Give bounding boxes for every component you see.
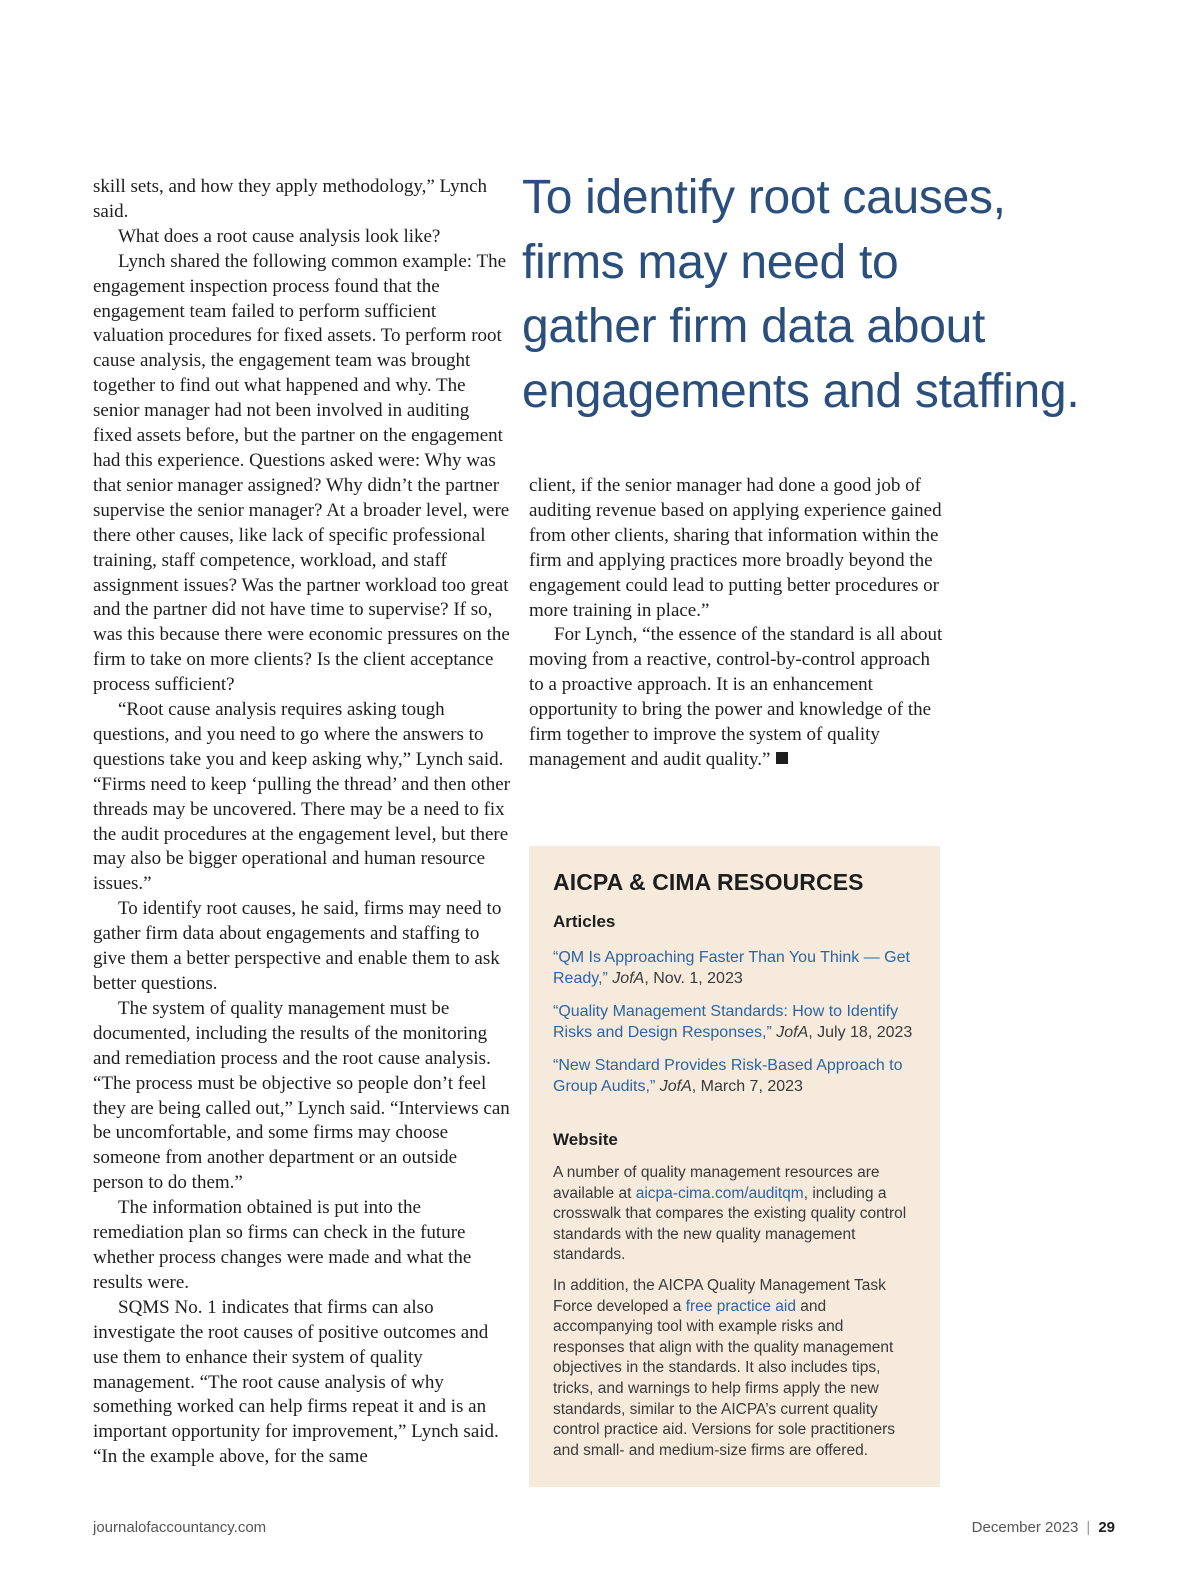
articles-heading: Articles <box>553 912 616 931</box>
body-paragraph: The system of quality management must be documented, including the results of the monitoring and remediation process and the root cause analysis. “The process must be objective so people don’t feel they are being called out,” Lynch said. “Interviews can be uncomfortable, and some firms may choose someone from another department or an outside person to do them.” <box>93 997 510 1194</box>
footer-separator: | <box>1086 1519 1091 1536</box>
body-paragraph: What does a root cause analysis look like? <box>118 225 441 247</box>
body-paragraph: skill sets, and how they apply methodology,” Lynch said. <box>93 176 488 222</box>
practice-aid-link[interactable]: free practice aid <box>685 1297 796 1315</box>
article-body-left-column <box>93 175 511 1470</box>
article-publication: JofA <box>659 1078 692 1095</box>
article-publication: JofA <box>776 1024 809 1041</box>
resources-sidebar <box>529 846 940 1487</box>
body-paragraph: Lynch shared the following common example: The engagement inspection process found that the engagement team failed to perform sufficient valuation procedures for fixed assets. To perform root cause analysis, the engagement team was brought together to find out what happened and why. The senior manager had not been involved in auditing fixed assets before, but the partner on the engagement had this experience. Questions asked were: Why was that senior manager assigned? Why didn’t the partner supervise the senior manager? At a broader level, were there other causes, like lack of specific professional training, staff competence, workload, and staff assignment issues? Was the partner workload too great and the partner did not have time to supervise? If so, was this because there were economic pressures on the firm to take on more clients? Is the client acceptance process sufficient? <box>93 250 510 696</box>
footer-site-url: journalofaccountancy.com <box>93 1519 267 1536</box>
website-text: and accompanying tool with example risks and responses that align with the quality management objectives in the standards. It also includes tips, tricks, and warnings to help firms apply the new standards, similar to the AICPA’s current quality control practice aid. Versions for sole practitioners and small- and medium-size firms are offered. <box>553 1297 896 1459</box>
article-date: , Nov. 1, 2023 <box>644 970 743 987</box>
issue-date: December 2023 <box>971 1519 1079 1536</box>
article-item <box>553 1055 918 1097</box>
closing-paragraph-text: For Lynch, “the essence of the standard is all about moving from a reactive, control-by-control approach to a proactive approach. It is an enhancement opportunity to bring the power and knowledge of the firm together to improve the system of quality management and audit quality.” <box>529 624 943 770</box>
website-paragraph <box>553 1163 918 1266</box>
website-text: A number of quality management resources are available at <box>553 1164 880 1202</box>
pull-quote-line: firms may need to <box>522 235 899 289</box>
website-paragraph <box>553 1276 918 1461</box>
body-paragraph: To identify root causes, he said, firms may need to gather firm data about engagements and staffing to give them a better perspective and enable them to ask better questions. <box>93 898 502 994</box>
end-mark-icon <box>776 752 788 764</box>
pull-quote <box>522 166 1162 424</box>
article-item <box>553 947 918 989</box>
article-link[interactable]: “QM Is Approaching Faster Than You Think — Get Ready,” <box>553 949 910 987</box>
article-link[interactable]: “New Standard Provides Risk-Based Approach to Group Audits,” <box>553 1057 903 1095</box>
pull-quote-line: To identify root causes, <box>522 171 1006 224</box>
pull-quote-line: engagements and staffing. <box>522 364 1080 418</box>
website-text: In addition, the AICPA Quality Management Task Force developed a <box>553 1276 886 1315</box>
auditqm-link[interactable]: aicpa-cima.com/auditqm <box>635 1184 804 1202</box>
website-text: , including a crosswalk that compares the existing quality control standards with the new quality management standards. <box>553 1184 907 1264</box>
body-paragraph: The information obtained is put into the remediation plan so firms can check in the future whether process changes were made and what the results were. <box>93 1197 472 1293</box>
sidebar-title: AICPA & CIMA RESOURCES <box>553 869 864 895</box>
body-paragraph: “Root cause analysis requires asking tough questions, and you need to go where the answers to questions take you and keep asking why,” Lynch said. “Firms need to keep ‘pulling the thread’ and then other threads may be uncovered. There may be a need to fix the audit procedures at the engagement level, but there may also be bigger operational and human resource issues.” <box>93 699 510 895</box>
article-link[interactable]: “Quality Management Standards: How to Identify Risks and Design Responses,” <box>553 1003 899 1041</box>
body-paragraph: client, if the senior manager had done a good job of auditing revenue based on applying experience gained from other clients, sharing that information within the firm and applying practices more broadly beyond the engagement could lead to putting better procedures or more training in place.” <box>529 475 942 621</box>
body-paragraph <box>529 623 949 772</box>
page-number: 29 <box>1098 1519 1115 1536</box>
article-publication: JofA <box>612 970 645 987</box>
website-heading: Website <box>553 1130 618 1149</box>
body-paragraph: SQMS No. 1 indicates that firms can also investigate the root causes of positive outcomes and use them to enhance their system of quality management. “The root cause analysis of why something worked can help firms repeat it and is an important opportunity for improvement,” Lynch said. “In the example above, for the same <box>93 1296 499 1468</box>
article-body-right-column <box>529 474 949 773</box>
footer-issue-info <box>972 1519 1115 1536</box>
article-date: , March 7, 2023 <box>691 1078 803 1095</box>
article-date: , July 18, 2023 <box>808 1024 913 1041</box>
pull-quote-line: gather firm data about <box>522 300 986 353</box>
article-item <box>553 1001 918 1043</box>
